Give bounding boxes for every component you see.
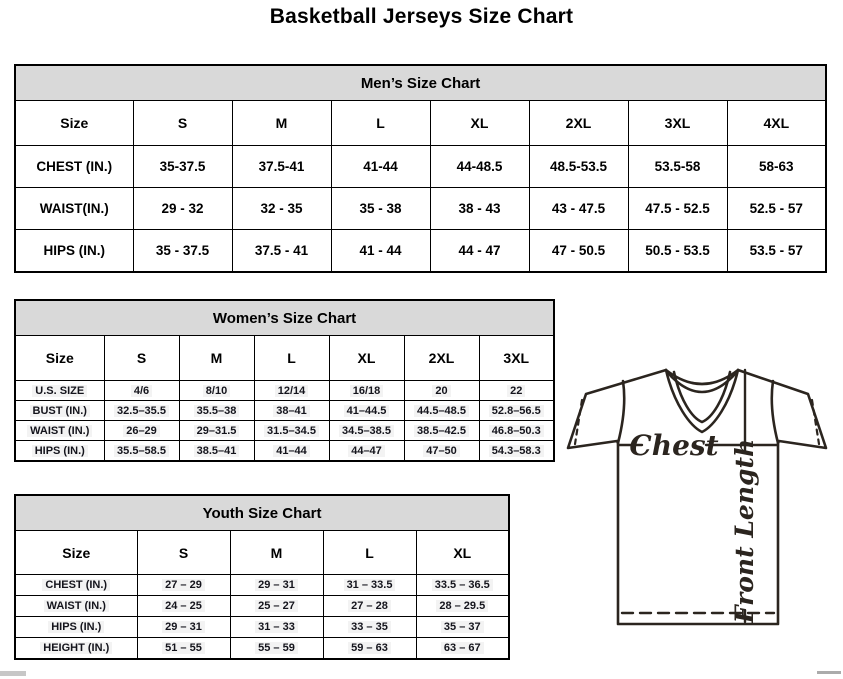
table-row bbox=[15, 146, 826, 188]
size-value: 35 - 37.5 bbox=[133, 230, 232, 273]
column-header: XL bbox=[430, 101, 529, 146]
mens-size-table bbox=[14, 64, 827, 273]
size-value: 44–47 bbox=[329, 441, 404, 462]
column-header: M bbox=[230, 531, 323, 575]
size-value: 54.3–58.3 bbox=[479, 441, 554, 462]
row-label: CHEST (IN.) bbox=[15, 575, 137, 596]
size-value: 47.5 - 52.5 bbox=[628, 188, 727, 230]
size-value: 55 – 59 bbox=[230, 638, 323, 660]
table-row bbox=[15, 381, 554, 401]
size-value: 35-37.5 bbox=[133, 146, 232, 188]
row-label: WAIST(IN.) bbox=[15, 188, 133, 230]
column-header: M bbox=[232, 101, 331, 146]
womens-size-table bbox=[14, 299, 555, 462]
size-value: 41 - 44 bbox=[331, 230, 430, 273]
size-value: 27 – 29 bbox=[137, 575, 230, 596]
row-label: WAIST (IN.) bbox=[15, 421, 104, 441]
size-value: 47–50 bbox=[404, 441, 479, 462]
size-value: 33 – 35 bbox=[323, 617, 416, 638]
size-value: 35.5–58.5 bbox=[104, 441, 179, 462]
table-row bbox=[15, 101, 826, 146]
size-value: 44-48.5 bbox=[430, 146, 529, 188]
size-value: 38–41 bbox=[254, 401, 329, 421]
row-label: CHEST (IN.) bbox=[15, 146, 133, 188]
scrollbar-fragment-left bbox=[0, 671, 26, 676]
column-header: Size bbox=[15, 531, 137, 575]
size-value: 38 - 43 bbox=[430, 188, 529, 230]
column-header: 3XL bbox=[628, 101, 727, 146]
size-value: 38.5–41 bbox=[179, 441, 254, 462]
size-value: 58-63 bbox=[727, 146, 826, 188]
jersey-measurement-diagram bbox=[556, 356, 838, 636]
column-header: 3XL bbox=[479, 336, 554, 381]
size-value: 63 – 67 bbox=[416, 638, 509, 660]
size-value: 50.5 - 53.5 bbox=[628, 230, 727, 273]
size-value: 27 – 28 bbox=[323, 596, 416, 617]
size-value: 29 – 31 bbox=[230, 575, 323, 596]
column-header: S bbox=[104, 336, 179, 381]
size-value: 37.5 - 41 bbox=[232, 230, 331, 273]
size-value: 22 bbox=[479, 381, 554, 401]
size-value: 51 – 55 bbox=[137, 638, 230, 660]
column-header: 2XL bbox=[404, 336, 479, 381]
size-value: 37.5-41 bbox=[232, 146, 331, 188]
size-value: 26–29 bbox=[104, 421, 179, 441]
size-value: 41–44 bbox=[254, 441, 329, 462]
row-label: HIPS (IN.) bbox=[15, 617, 137, 638]
size-value: 47 - 50.5 bbox=[529, 230, 628, 273]
table-row bbox=[15, 336, 554, 381]
size-value: 41–44.5 bbox=[329, 401, 404, 421]
row-label: U.S. SIZE bbox=[15, 381, 104, 401]
table-row bbox=[15, 421, 554, 441]
jersey-outline bbox=[568, 370, 826, 624]
size-value: 53.5 - 57 bbox=[727, 230, 826, 273]
row-label: BUST (IN.) bbox=[15, 401, 104, 421]
mens-table-title: Men’s Size Chart bbox=[15, 65, 826, 101]
column-header: S bbox=[137, 531, 230, 575]
chest-label: Chest bbox=[629, 429, 719, 462]
size-value: 46.8–50.3 bbox=[479, 421, 554, 441]
size-value: 16/18 bbox=[329, 381, 404, 401]
size-value: 29 – 31 bbox=[137, 617, 230, 638]
column-header: 2XL bbox=[529, 101, 628, 146]
row-label: HIPS (IN.) bbox=[15, 441, 104, 462]
table-row bbox=[15, 531, 509, 575]
column-header: S bbox=[133, 101, 232, 146]
row-label: HEIGHT (IN.) bbox=[15, 638, 137, 660]
size-value: 35 – 37 bbox=[416, 617, 509, 638]
size-value: 59 – 63 bbox=[323, 638, 416, 660]
page-title: Basketball Jerseys Size Chart bbox=[269, 5, 574, 28]
size-value: 32 - 35 bbox=[232, 188, 331, 230]
left-sleeve-seam bbox=[618, 381, 624, 443]
row-label: HIPS (IN.) bbox=[15, 230, 133, 273]
column-header: XL bbox=[416, 531, 509, 575]
column-header: Size bbox=[15, 336, 104, 381]
table-row bbox=[15, 441, 554, 462]
size-value: 34.5–38.5 bbox=[329, 421, 404, 441]
front-length-label: Front Length bbox=[730, 438, 759, 624]
size-value: 4/6 bbox=[104, 381, 179, 401]
column-header: XL bbox=[329, 336, 404, 381]
column-header: L bbox=[254, 336, 329, 381]
table-row bbox=[15, 401, 554, 421]
size-value: 29 - 32 bbox=[133, 188, 232, 230]
column-header: L bbox=[331, 101, 430, 146]
size-value: 33.5 – 36.5 bbox=[416, 575, 509, 596]
size-value: 12/14 bbox=[254, 381, 329, 401]
size-value: 31.5–34.5 bbox=[254, 421, 329, 441]
row-label: WAIST (IN.) bbox=[15, 596, 137, 617]
size-value: 48.5-53.5 bbox=[529, 146, 628, 188]
youth-table-title: Youth Size Chart bbox=[15, 495, 509, 531]
column-header: Size bbox=[15, 101, 133, 146]
size-value: 38.5–42.5 bbox=[404, 421, 479, 441]
size-value: 35.5–38 bbox=[179, 401, 254, 421]
size-value: 53.5-58 bbox=[628, 146, 727, 188]
column-header: 4XL bbox=[727, 101, 826, 146]
size-value: 44 - 47 bbox=[430, 230, 529, 273]
size-value: 31 – 33 bbox=[230, 617, 323, 638]
size-value: 32.5–35.5 bbox=[104, 401, 179, 421]
youth-size-table bbox=[14, 494, 510, 660]
womens-table-title: Women’s Size Chart bbox=[15, 300, 554, 336]
size-value: 28 – 29.5 bbox=[416, 596, 509, 617]
size-value: 24 – 25 bbox=[137, 596, 230, 617]
column-header: M bbox=[179, 336, 254, 381]
size-value: 52.8–56.5 bbox=[479, 401, 554, 421]
size-value: 35 - 38 bbox=[331, 188, 430, 230]
size-value: 43 - 47.5 bbox=[529, 188, 628, 230]
scrollbar-fragment-right bbox=[817, 671, 841, 674]
table-row bbox=[15, 575, 509, 596]
table-row bbox=[15, 230, 826, 273]
size-value: 41-44 bbox=[331, 146, 430, 188]
size-value: 8/10 bbox=[179, 381, 254, 401]
size-value: 44.5–48.5 bbox=[404, 401, 479, 421]
size-value: 52.5 - 57 bbox=[727, 188, 826, 230]
right-sleeve-seam bbox=[772, 381, 778, 443]
size-value: 25 – 27 bbox=[230, 596, 323, 617]
size-value: 20 bbox=[404, 381, 479, 401]
table-row bbox=[15, 596, 509, 617]
table-row bbox=[15, 617, 509, 638]
table-row bbox=[15, 188, 826, 230]
size-value: 31 – 33.5 bbox=[323, 575, 416, 596]
table-row bbox=[15, 638, 509, 660]
size-value: 29–31.5 bbox=[179, 421, 254, 441]
column-header: L bbox=[323, 531, 416, 575]
